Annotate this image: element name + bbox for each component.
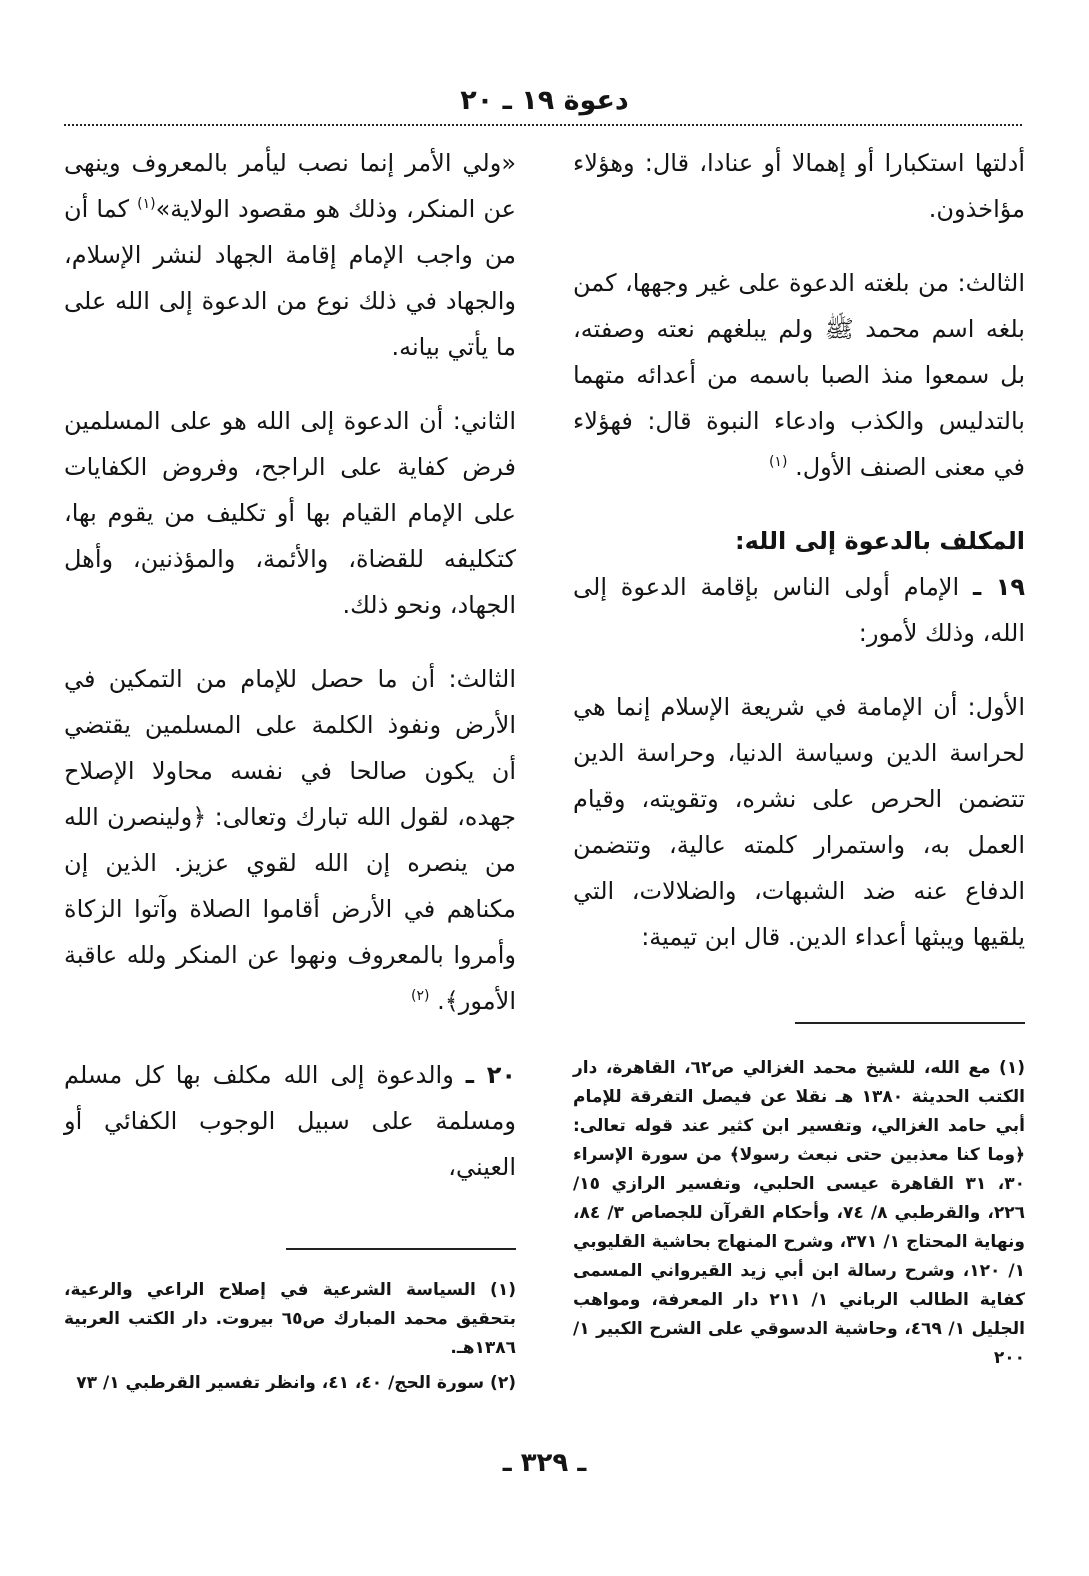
left-paragraph-1 [64, 140, 516, 370]
footnotes-right [573, 1054, 1025, 1379]
left-column [64, 140, 516, 1190]
item-20 [64, 1052, 516, 1190]
footnote-rule-right [795, 1022, 1025, 1024]
page-number: ـ ٣٢٩ ـ [502, 1448, 587, 1478]
right-paragraph-1: أدلتها استكبارا أو إهمالا أو عنادا، قال: وهؤلاء مؤاخذون. [573, 149, 1025, 223]
left-paragraph-1-rest: كما أن من واجب الإمام إقامة الجهاد لنشر الإسلام، والجهاد في ذلك نوع من الدعوة إلى الله على ما يأتي بيانه. [64, 195, 516, 361]
footnote-left-2: (٢) سورة الحج/ ٤٠، ٤١، وانظر تفسير القرطبي ١/ ٧٣ [76, 1373, 516, 1393]
footnote-ref-1: (١) [768, 454, 788, 470]
item-19-text: الإمام أولى الناس بإقامة الدعوة إلى الله، وذلك لأمور: [573, 573, 1025, 647]
item-19 [573, 564, 1025, 656]
left-paragraph-3-text: الثالث: أن ما حصل للإمام من التمكين في الأرض ونفوذ الكلمة على المسلمين يقتضي أن يكون صالحا في نفسه محاولا الإصلاح جهده، لقول الله تبارك وتعالى: ﴿ولينصرن الله من ينصره إن الله لقوي عزيز. الذين إن مكناهم في الأرض أقاموا الصلاة وآتوا الزكاة وأمروا بالمعروف ونهوا عن المنكر ولله عاقبة الأمور﴾. [64, 665, 516, 1015]
right-paragraph-2-text: الثالث: من بلغته الدعوة على غير وجهها، كمن بلغه اسم محمد ﷺ ولم يبلغهم نعته وصفته، بل سمعوا منذ الصبا باسمه من أعدائه متهما بالتدليس والكذب وادعاء النبوة قال: فهؤلاء في معنى الصنف الأول. [573, 269, 1025, 481]
item-20-number: ٢٠ ـ [465, 1061, 516, 1089]
section-heading: المكلف بالدعوة إلى الله: [735, 527, 1025, 555]
running-header: دعوة ١٩ ـ ٢٠ [460, 85, 629, 116]
header-dotted-rule [64, 124, 1022, 126]
footnote-ref-left-2: (٢) [411, 988, 430, 1004]
right-paragraph-3: الأول: أن الإمامة في شريعة الإسلام إنما هي لحراسة الدين وسياسة الدنيا، وحراسة الدين تتضمن الحرص على نشره، وتقويته، وقيام العمل به، واستمرار كلمته عالية، وتتضمن الدفاع عنه ضد الشبهات، والضلالات، التي يلقيها ويبثها أعداء الدين. قال ابن تيمية: [573, 693, 1025, 951]
footnote-ref-left-1: (١) [137, 196, 156, 212]
footnote-right-1: (١) مع الله، للشيخ محمد الغزالي ص٦٢، القاهرة، دار الكتب الحديثة ١٣٨٠ هـ نقلا عن فيصل التفرقة للإمام أبي حامد الغزالي، وتفسير ابن كثير عند قوله تعالى: ﴿وما كنا معذبين حتى نبعث رسولا﴾ من سورة الإسراء ٣٠، ٣١ القاهرة عيسى الحلبي، وتفسير الرازي ١٥/ ٢٢٦، والقرطبي ٨/ ٧٤، وأحكام القرآن للجصاص ٣/ ٨٤، ونهاية المحتاج ١/ ٣٧١، وشرح المنهاج بحاشية القليوبي ١/ ١٢٠، وشرح رسالة ابن أبي زيد القيرواني المسمى كفاية الطالب الرباني ١/ ٢١١ دار المعرفة، ومواهب الجليل ١/ ٤٦٩، وحاشية الدسوقي على الشرح الكبير ١/ ٢٠٠ [573, 1058, 1025, 1368]
footnote-left-1: (١) السياسة الشرعية في إصلاح الراعي والرعية، بتحقيق محمد المبارك ص٦٥ بيروت. دار الكتب العربية ١٣٨٦هـ. [64, 1280, 516, 1358]
right-column [573, 140, 1025, 960]
right-paragraph-2 [573, 260, 1025, 490]
footnotes-left [64, 1276, 516, 1404]
footnote-rule-left [286, 1248, 516, 1250]
left-paragraph-2: الثاني: أن الدعوة إلى الله هو على المسلمين فرض كفاية على الراجح، وفروض الكفايات على الإمام القيام بها أو تكليف من يقوم بها، كتكليفه للقضاة، والأئمة، والمؤذنين، وأهل الجهاد، ونحو ذلك. [64, 407, 516, 619]
item-20-text: والدعوة إلى الله مكلف بها كل مسلم ومسلمة على سبيل الوجوب الكفائي أو العيني، [64, 1061, 516, 1181]
item-19-number: ١٩ ـ [972, 573, 1025, 601]
left-paragraph-3 [64, 656, 516, 1024]
left-paragraph-1-quote: «ولي الأمر إنما نصب ليأمر بالمعروف وينهى عن المنكر، وذلك هو مقصود الولاية» [64, 149, 516, 223]
